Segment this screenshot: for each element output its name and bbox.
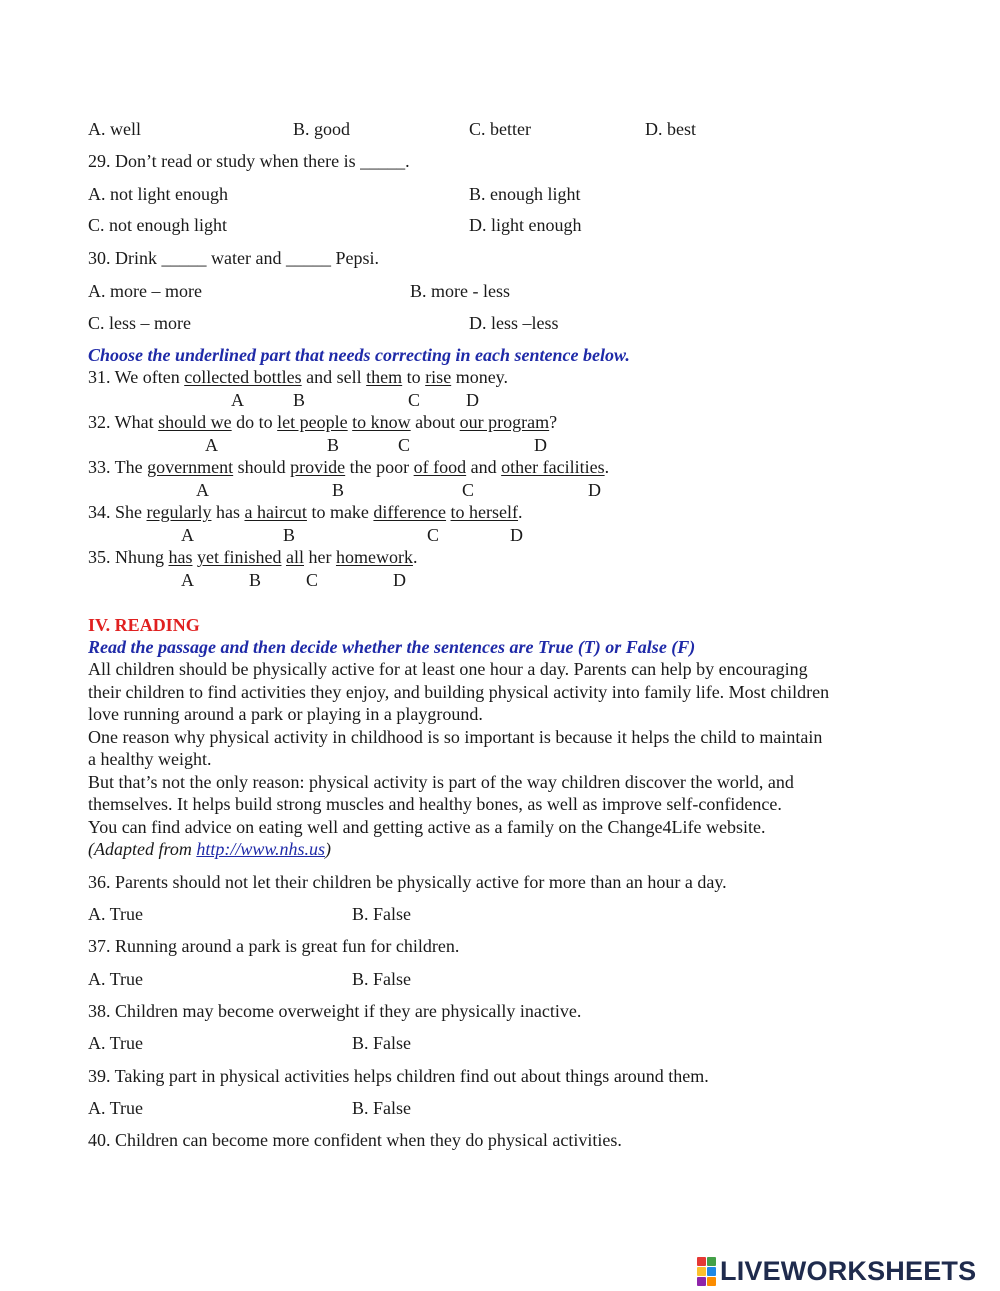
q38-option-false[interactable]: B. False xyxy=(352,1033,412,1053)
q32-text: ? xyxy=(549,412,558,432)
q32-text: about xyxy=(410,412,460,432)
q31-part-a[interactable]: collected bottles xyxy=(184,367,302,387)
logo-blocks-icon xyxy=(697,1257,716,1286)
q28-option-d[interactable]: D. best xyxy=(645,119,696,139)
q29-option-c[interactable]: C. not enough light xyxy=(88,215,227,235)
q33-letter-d: D xyxy=(588,480,601,500)
q32-text: 32. What xyxy=(88,412,159,432)
liveworksheets-logo xyxy=(697,1256,976,1286)
q28-option-a[interactable]: A. well xyxy=(88,119,141,139)
q32-text: do to xyxy=(231,412,278,432)
q37-question: 37. Running around a park is great fun for children. xyxy=(88,936,460,956)
q31-text: and sell xyxy=(301,367,367,387)
q33-text: and xyxy=(466,457,502,477)
q28-option-b[interactable]: B. good xyxy=(293,119,351,139)
logo-block xyxy=(707,1257,716,1266)
q33-part-b[interactable]: provide xyxy=(290,457,346,477)
source-suffix: ) xyxy=(325,839,332,859)
source-link[interactable]: http://www.nhs.us xyxy=(196,839,326,859)
q33-part-d[interactable]: other facilities xyxy=(501,457,605,477)
q32-letter-b: B xyxy=(327,435,340,455)
q33-letter-b: B xyxy=(332,480,345,500)
q39-option-true[interactable]: A. True xyxy=(88,1098,144,1118)
q35-letter-c: C xyxy=(306,570,319,590)
q29-option-b[interactable]: B. enough light xyxy=(469,184,581,204)
q34-sentence xyxy=(88,501,523,523)
q34-letter-c: C xyxy=(427,525,440,545)
logo-block xyxy=(707,1267,716,1276)
q32-sentence xyxy=(88,411,557,433)
q32-letter-c: C xyxy=(398,435,411,455)
q35-letter-a: A xyxy=(181,570,194,590)
q30-option-d[interactable]: D. less –less xyxy=(469,313,559,333)
q31-letter-b: B xyxy=(293,390,306,410)
q34-part-c[interactable]: difference xyxy=(373,502,447,522)
q32-letter-a: A xyxy=(205,435,218,455)
q34-part-a[interactable]: regularly xyxy=(146,502,212,522)
q35-letter-d: D xyxy=(393,570,406,590)
q33-letter-c: C xyxy=(462,480,475,500)
q31-part-b[interactable]: them xyxy=(366,367,403,387)
passage-line: You can find advice on eating well and getting active as a family on the Change4Life website. xyxy=(88,817,766,837)
q32-part-b[interactable]: let people xyxy=(277,412,348,432)
q33-part-c[interactable]: of food xyxy=(413,457,467,477)
passage-line: One reason why physical activity in childhood is so important is because it helps the child to maintain xyxy=(88,727,823,747)
logo-block xyxy=(697,1257,706,1266)
q29-option-d[interactable]: D. light enough xyxy=(469,215,582,235)
q33-sentence xyxy=(88,456,609,478)
reading-heading: IV. READING xyxy=(88,615,200,635)
q31-letter-d: D xyxy=(466,390,479,410)
q29-question: 29. Don’t read or study when there is _____. xyxy=(88,151,410,171)
q36-option-true[interactable]: A. True xyxy=(88,904,144,924)
passage-line: All children should be physically active for at least one hour a day. Parents can help by encouraging xyxy=(88,659,808,679)
reading-instruction: Read the passage and then decide whether the sentences are True (T) or False (F) xyxy=(88,637,696,657)
q33-text: 33. The xyxy=(88,457,148,477)
q32-part-a[interactable]: should we xyxy=(158,412,232,432)
q40-question: 40. Children can become more confident when they do physical activities. xyxy=(88,1130,622,1150)
passage-line: But that’s not the only reason: physical activity is part of the way children discover the world, and xyxy=(88,772,794,792)
q34-part-d[interactable]: to herself xyxy=(450,502,519,522)
q34-letter-d: D xyxy=(510,525,523,545)
q31-text: to xyxy=(402,367,426,387)
passage-line: a healthy weight. xyxy=(88,749,212,769)
q35-text: . xyxy=(412,547,418,567)
q31-text: 31. We often xyxy=(88,367,185,387)
q35-part-a[interactable]: has xyxy=(168,547,193,567)
q31-letter-a: A xyxy=(231,390,244,410)
logo-block xyxy=(697,1267,706,1276)
q33-letter-a: A xyxy=(196,480,209,500)
q39-option-false[interactable]: B. False xyxy=(352,1098,412,1118)
q37-option-true[interactable]: A. True xyxy=(88,969,144,989)
q30-question: 30. Drink _____ water and _____ Pepsi. xyxy=(88,248,379,268)
q35-text: 35. Nhung xyxy=(88,547,169,567)
q38-option-true[interactable]: A. True xyxy=(88,1033,144,1053)
q34-text: has xyxy=(211,502,245,522)
q31-sentence xyxy=(88,366,508,388)
correction-instruction: Choose the underlined part that needs correcting in each sentence below. xyxy=(88,345,630,365)
q30-option-b[interactable]: B. more - less xyxy=(410,281,510,301)
q33-part-a[interactable]: government xyxy=(147,457,234,477)
passage-line: themselves. It helps build strong muscles and healthy bones, as well as improve self-confidence. xyxy=(88,794,782,814)
q34-text: 34. She xyxy=(88,502,147,522)
q35-part-c[interactable]: all xyxy=(285,547,304,567)
q39-question: 39. Taking part in physical activities helps children find out about things around them. xyxy=(88,1066,709,1086)
q37-option-false[interactable]: B. False xyxy=(352,969,412,989)
q34-letter-a: A xyxy=(181,525,194,545)
q33-text: the poor xyxy=(345,457,414,477)
q28-option-c[interactable]: C. better xyxy=(469,119,531,139)
q32-letter-d: D xyxy=(534,435,547,455)
q35-letter-b: B xyxy=(249,570,262,590)
q34-part-b[interactable]: a haircut xyxy=(244,502,307,522)
q31-part-c[interactable]: rise xyxy=(425,367,452,387)
passage-source xyxy=(88,838,331,860)
source-prefix: (Adapted from xyxy=(88,839,197,859)
passage-line: their children to find activities they enjoy, and building physical activity into family life. Most children xyxy=(88,682,830,702)
q38-question: 38. Children may become overweight if they are physically inactive. xyxy=(88,1001,582,1021)
q34-letter-b: B xyxy=(283,525,296,545)
logo-block xyxy=(707,1277,716,1286)
q35-sentence xyxy=(88,546,417,568)
q30-option-a[interactable]: A. more – more xyxy=(88,281,202,301)
q36-question: 36. Parents should not let their children be physically active for more than an hour a day. xyxy=(88,872,727,892)
q36-option-false[interactable]: B. False xyxy=(352,904,412,924)
q31-text: money. xyxy=(451,367,509,387)
q34-text: . xyxy=(518,502,523,522)
q31-letter-c: C xyxy=(408,390,421,410)
q35-part-d[interactable]: homework xyxy=(335,547,413,567)
q34-text: to make xyxy=(306,502,374,522)
q30-option-c[interactable]: C. less – more xyxy=(88,313,191,333)
q33-text: . xyxy=(604,457,610,477)
logo-text: LIVEWORKSHEETS xyxy=(720,1255,977,1286)
q35-text: her xyxy=(303,547,336,567)
logo-block xyxy=(697,1277,706,1286)
q32-part-d[interactable]: our program xyxy=(459,412,550,432)
q32-part-c[interactable]: to know xyxy=(352,412,411,432)
q29-option-a[interactable]: A. not light enough xyxy=(88,184,228,204)
q35-part-b[interactable]: yet finished xyxy=(197,547,282,567)
passage-line: love running around a park or playing in a playground. xyxy=(88,704,483,724)
q33-text: should xyxy=(233,457,291,477)
